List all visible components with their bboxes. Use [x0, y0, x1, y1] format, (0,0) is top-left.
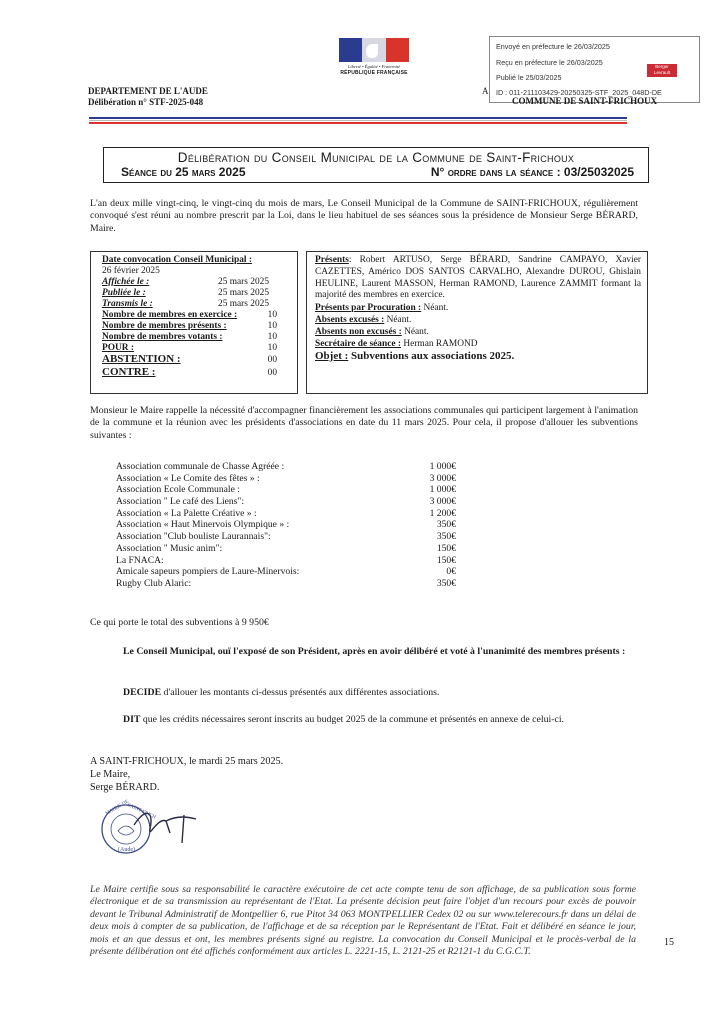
- excuses-text: Néant.: [384, 315, 412, 325]
- pour-value: 10: [267, 343, 277, 353]
- votants-label: Nombre de membres votants :: [102, 332, 223, 342]
- convocation-date: 26 février 2025: [102, 266, 160, 276]
- subvention-amount: 3 000€: [429, 496, 456, 508]
- presents-label: Présents: [315, 255, 349, 265]
- subvention-amount: 150€: [436, 542, 456, 554]
- svg-text:SAINT-FRICH: SAINT-FRICH: [126, 803, 157, 821]
- seance-date: Séance du 25 mars 2025: [121, 165, 246, 179]
- signoff-block: [90, 756, 283, 794]
- subvention-amount: 0€: [446, 566, 456, 578]
- subvention-name: Association communale de Chasse Agréée :: [116, 461, 285, 472]
- subvention-name: Association « La Palette Créative » :: [116, 507, 257, 519]
- procuration-line: [315, 303, 641, 315]
- subvention-name: Association « Haut Minervois Olympique » :: [116, 519, 290, 531]
- signoff-place-date: A SAINT-FRICHOUX, le mardi 25 mars 2025.: [90, 756, 284, 767]
- commune-name: COMMUNE DE SAINT-FRICHOUX: [512, 96, 658, 106]
- abstention-label: ABSTENTION :: [102, 353, 181, 365]
- subvention-amount: 350€: [436, 577, 456, 589]
- subvention-name: Association " Music anim":: [116, 542, 223, 554]
- procuration-label: Présents par Procuration :: [315, 303, 422, 313]
- non-excuses-text: Néant.: [401, 327, 429, 337]
- subvention-name: Amicale sapeurs pompiers de Laure-Minervois:: [116, 566, 300, 578]
- list-item: [116, 508, 456, 520]
- dit-text: que les crédits nécessaires seront inscrits au budget 2025 de la commune et présentés en annexe de celui-ci.: [140, 714, 564, 725]
- list-item: [116, 566, 456, 578]
- publiee-label: Publiée le :: [102, 288, 146, 298]
- non-excuses-label: Absents non excusés :: [315, 327, 402, 337]
- list-item: [116, 484, 456, 496]
- conseil-paragraph: Le Conseil Municipal, ouï l'exposé de son Président, après en avoir délibéré et voté à l'unanimité des membres présents :: [123, 646, 626, 657]
- subvention-name: Association Ecole Communale :: [116, 484, 240, 496]
- list-item: [116, 555, 456, 567]
- subvention-name: Association " Le café des Liens":: [116, 496, 244, 508]
- publiee-date: 25 mars 2025: [218, 288, 270, 298]
- marianne-logo: [333, 38, 415, 76]
- page-number: 15: [664, 937, 674, 948]
- list-item: [116, 473, 456, 485]
- mayor-seal-signature: [96, 799, 226, 861]
- decide-keyword: DECIDE: [123, 687, 162, 698]
- subvention-name: Association "Club bouliste Laurannais":: [116, 531, 271, 543]
- votants-value: 10: [267, 332, 277, 342]
- signature-stroke: [134, 813, 196, 843]
- dit-paragraph: [123, 714, 649, 726]
- secretaire-label: Secrétaire de séance :: [315, 339, 401, 349]
- subvention-name: La FNACA:: [116, 554, 164, 566]
- pour-label: POUR :: [102, 343, 135, 353]
- convocation-label: Date convocation Conseil Municipal :: [102, 255, 252, 265]
- abstention-value: 00: [267, 355, 277, 365]
- marianne-flag-icon: [339, 38, 409, 62]
- list-item: [116, 461, 456, 473]
- contre-value: 00: [267, 368, 277, 378]
- subvention-amount: 350€: [436, 519, 456, 531]
- stamp-badge: Berger Levrault: [647, 64, 677, 77]
- stamp-sent: Envoyé en préfecture le 26/03/2025: [496, 42, 610, 51]
- ordre-number: N° ordre dans la séance : 03/25032025: [430, 165, 634, 179]
- subventions-list: [116, 461, 456, 590]
- rappel-paragraph: Monsieur le Maire rappelle la nécessité d'accompagner financièrement les associations communales qui participent largement à l'animation de la commune et la réunion avec les présidents d'associations en date du 11 mars 2025. Pour cela, il propose d'allouer les subventions suivantes :: [90, 405, 638, 441]
- excuses-line: [315, 315, 641, 327]
- logo-motto: Liberté • Égalité • Fraternité: [347, 64, 401, 69]
- transmis-date: 25 mars 2025: [218, 299, 270, 309]
- divider-white: [89, 120, 627, 121]
- signoff-role: Le Maire,: [90, 768, 131, 780]
- affichee-label: Affichée le :: [102, 277, 150, 287]
- list-item: [116, 543, 456, 555]
- exercice-label: Nombre de membres en exercice :: [102, 310, 238, 320]
- header-left: [88, 86, 208, 108]
- subvention-amount: 350€: [436, 531, 456, 543]
- affichee-date: 25 mars 2025: [218, 277, 270, 287]
- legal-footnote: Le Maire certifie sous sa responsabilité le caractère exécutoire de cet acte compte tenu de son affichage, de sa publication sous forme électronique et de sa transmission au représentant de l'Etat. La présente décision peut faire l'objet d'un recours pour excès de pouvoir devant le Tribunal Administratif de Montpellier 6, rue Pitot 34 063 MONTPELLIER Cedex 02 ou sur www.telerecours.fr dans un délai de deux mois à compter de sa publication, de l'affichage et de sa réception par le Représentant de l'Etat. Fait et délibéré en séance le jour, mois et an que dessus et ont, les membres présents signé au registre. La convocation du Conseil Municipal et le procès-verbal de la présente délibération ont été affichés conformément aux articles L. 2221-15, L. 2121-25 et R2121-1 du C.G.C.T.: [90, 884, 636, 958]
- presents-count-value: 10: [267, 321, 277, 331]
- stamp-published: Publié le 25/03/2025: [496, 73, 562, 82]
- page-title: Délibération du Conseil Municipal de la Commune de Saint-Frichoux: [177, 150, 575, 165]
- list-item: [116, 519, 456, 531]
- contre-label: CONTRE :: [102, 366, 156, 378]
- transmis-label: Transmis le :: [102, 299, 153, 309]
- department: DEPARTEMENT DE L'AUDE: [88, 86, 208, 96]
- prefecture-stamp: [489, 36, 700, 103]
- subvention-name: Rugby Club Alaric:: [116, 577, 192, 589]
- stamp-id: ID : 011-211103429-20250325-STF_2025_048D-DE: [496, 88, 662, 97]
- meeting-info-box: [90, 251, 298, 394]
- signoff-name: Serge BÉRARD.: [90, 781, 160, 793]
- subvention-amount: 1 000€: [429, 461, 456, 472]
- decide-text: d'allouer les montants ci-dessus présentés aux différentes associations.: [161, 687, 440, 698]
- excuses-label: Absents excusés :: [315, 315, 385, 325]
- subvention-amount: 1 200€: [429, 507, 456, 519]
- presents-paragraph: [315, 255, 641, 302]
- objet-label: Objet :: [315, 350, 349, 362]
- attendance-box: [306, 251, 648, 394]
- objet-text: Subventions aux associations 2025.: [348, 350, 515, 362]
- subvention-amount: 150€: [436, 554, 456, 566]
- svg-text:(Aude): (Aude): [118, 847, 135, 853]
- decide-paragraph: [123, 687, 649, 699]
- mairie-seal-icon: [102, 800, 157, 853]
- logo-republic: RÉPUBLIQUE FRANÇAISE: [340, 70, 408, 76]
- stamp-received: Reçu en préfecture le 26/03/2025: [496, 58, 603, 67]
- subvention-amount: 1 000€: [429, 484, 456, 496]
- list-item: [116, 531, 456, 543]
- deliberation-ref: Délibération n° STF-2025-048: [88, 97, 204, 107]
- secretaire-text: Herman RAMOND: [401, 339, 478, 349]
- presents-list: : Robert ARTUSO, Serge BÉRARD, Sandrine CAMPAYO, Xavier CAZETTES, Américo DOS SANTOS CARVALHO, Alexandre DUROU, Ghislain HEULINE, Laurent MASSON, Herman RAMOND, Laurence ZAMMIT formant la majorité des membres en exercice.: [315, 255, 641, 301]
- presents-count-label: Nombre de membres présents :: [102, 321, 227, 331]
- non-excuses-line: [315, 327, 641, 339]
- objet-line: [315, 351, 641, 363]
- subvention-amount: 3 000€: [429, 472, 456, 484]
- subvention-name: Association « Le Comite des fêtes » :: [116, 472, 260, 484]
- divider-blue: [89, 117, 627, 119]
- svg-text:MAIRIE DE: MAIRIE DE: [105, 799, 130, 817]
- list-item: [116, 578, 456, 590]
- stamp-letter: A: [482, 86, 489, 96]
- list-item: [116, 496, 456, 508]
- dit-keyword: DIT: [123, 714, 141, 725]
- intro-paragraph: L'an deux mille vingt-cinq, le vingt-cinq du mois de mars, Le Conseil Municipal de la Commune de SAINT-FRICHOUX, régulièrement convoqué s'est réuni au nombre prescrit par la Loi, dans le lieu habituel de ses séances sous la présidence de Monsieur Serge BÉRARD, Maire.: [90, 198, 638, 234]
- exercice-value: 10: [267, 310, 277, 320]
- total-line: Ce qui porte le total des subventions à 9 950€: [90, 617, 269, 628]
- divider-red: [89, 122, 627, 124]
- title-box: [103, 147, 649, 183]
- procuration-text: Néant.: [421, 303, 449, 313]
